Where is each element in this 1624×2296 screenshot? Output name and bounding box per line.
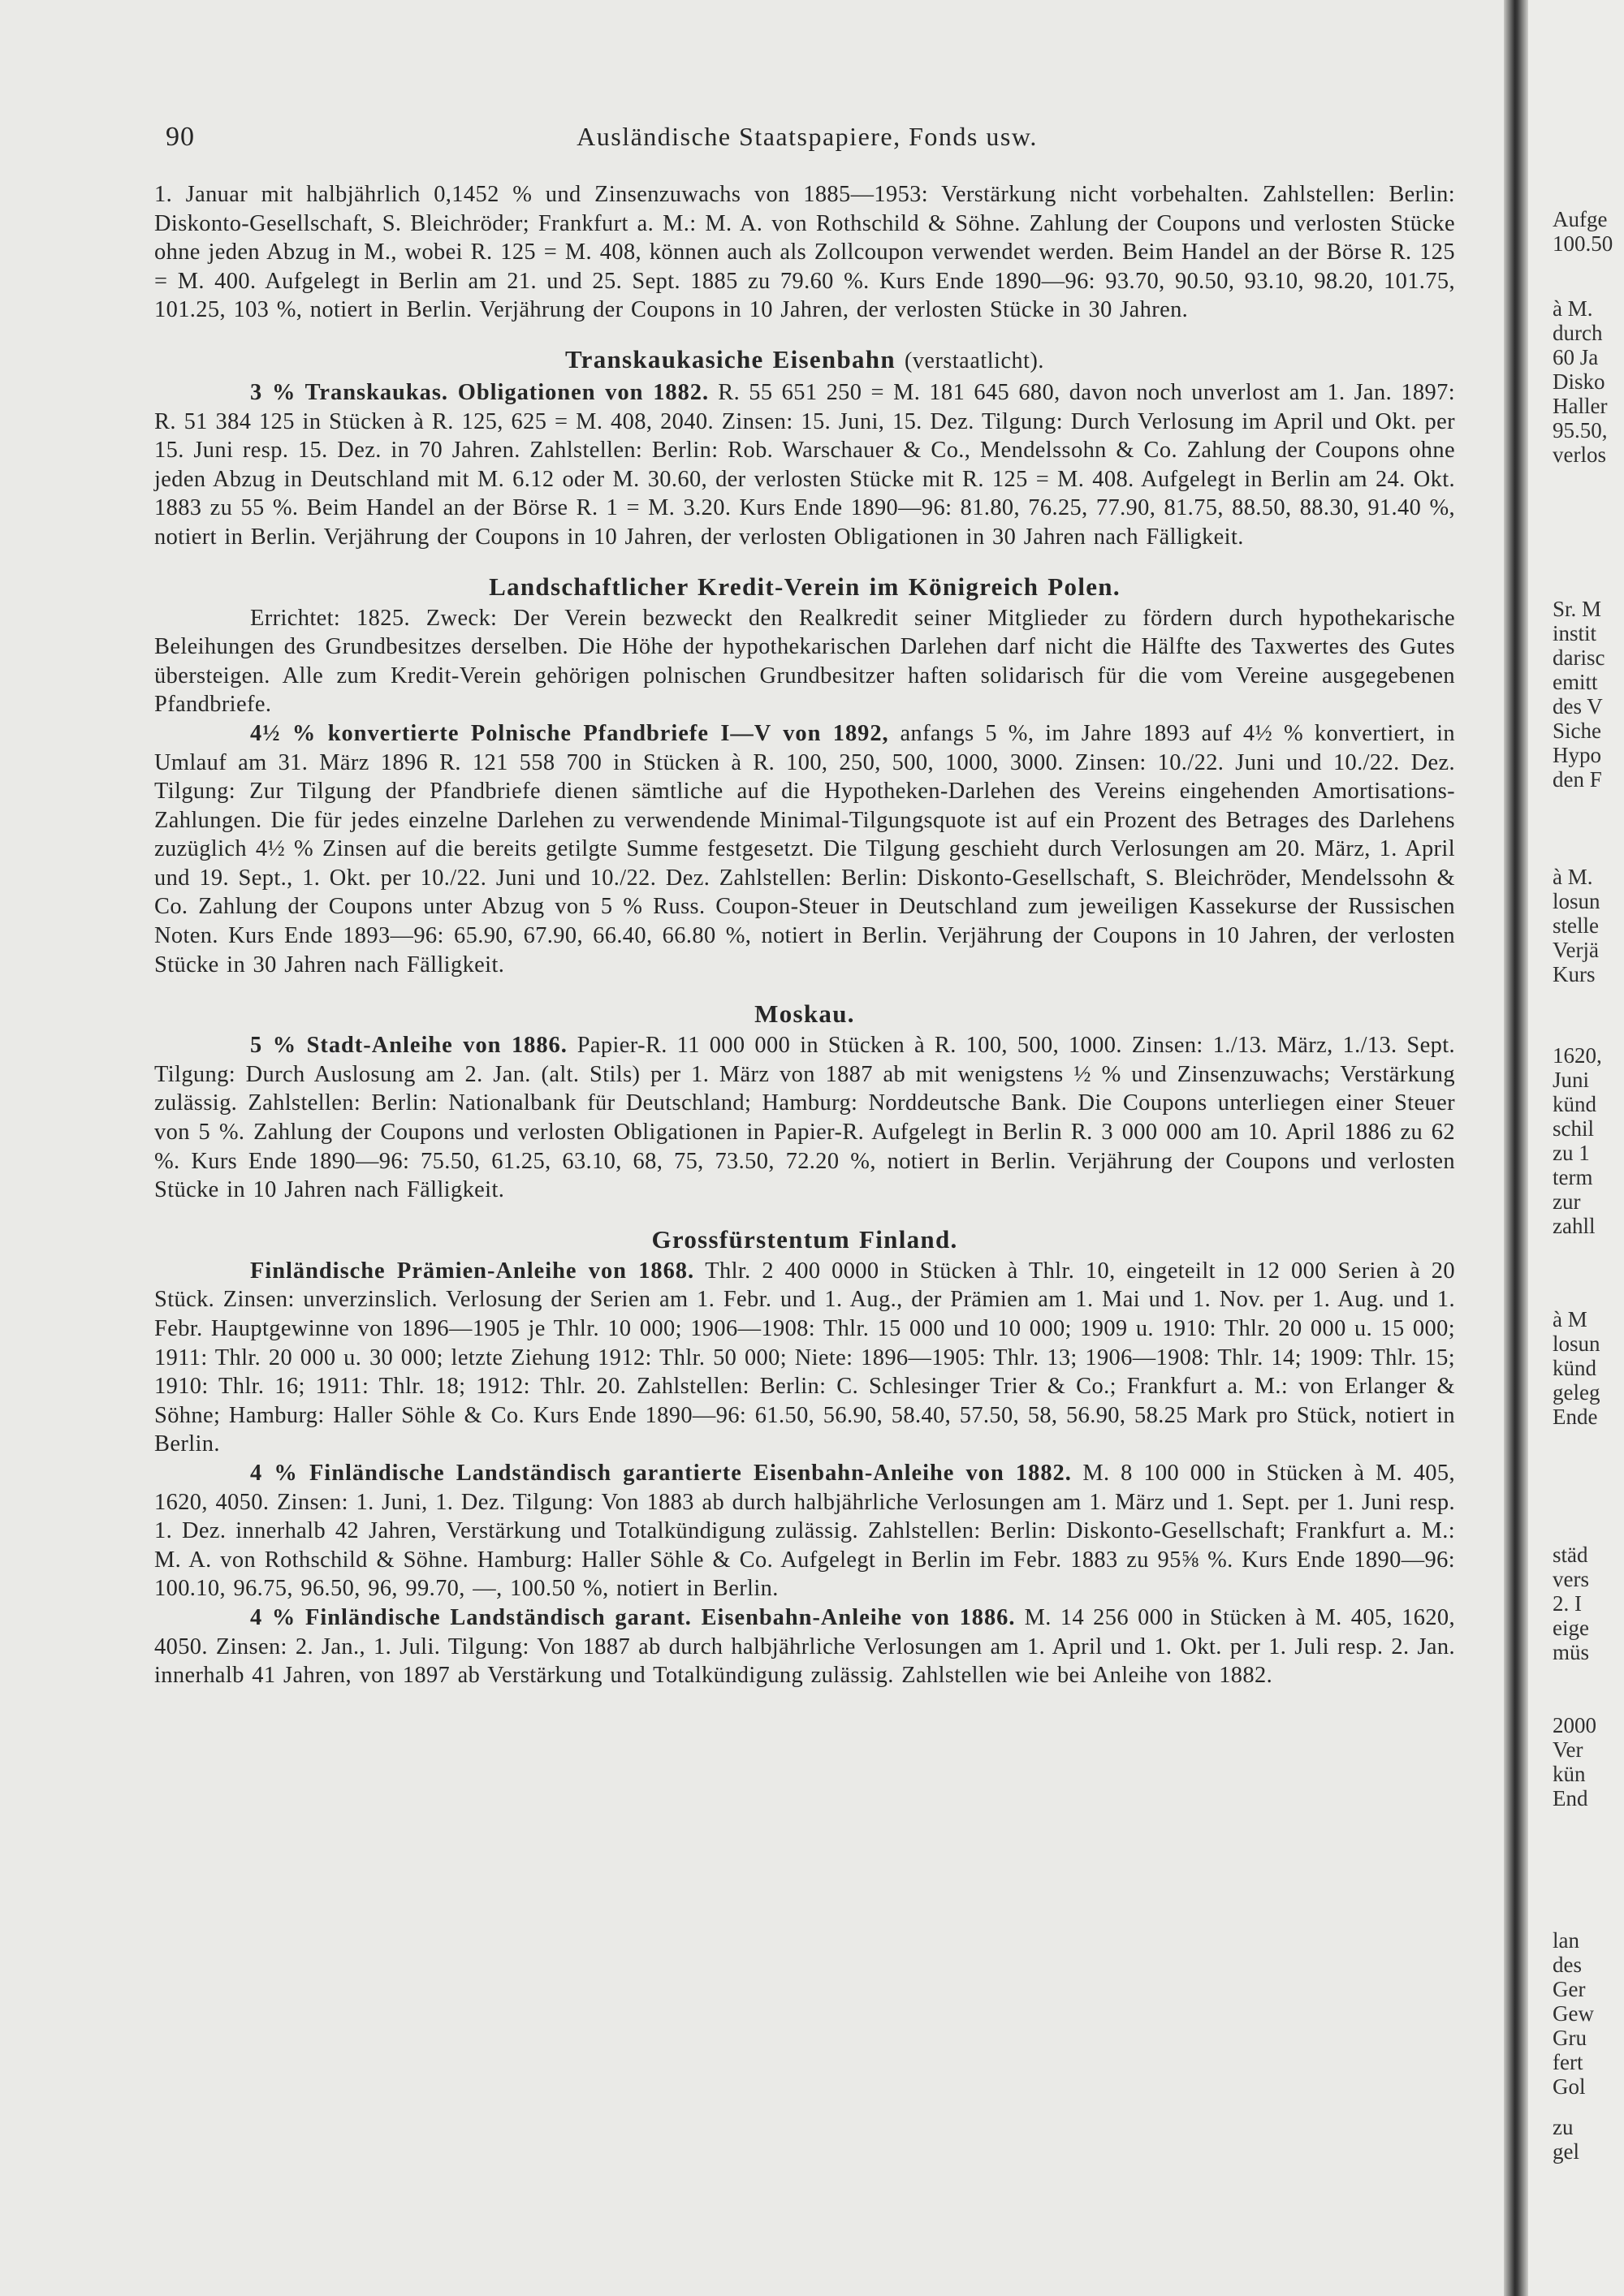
adjacent-page-fragment: 60 Ja [1553, 345, 1599, 369]
adjacent-page-fragment: Sr. M [1553, 597, 1602, 621]
heading-note: (verstaatlicht). [904, 347, 1045, 373]
adjacent-page-fragment: zahll [1553, 1214, 1596, 1238]
adjacent-page-fragment: Disko [1553, 369, 1605, 394]
adjacent-page-fragment: Ger [1553, 1977, 1586, 2001]
adjacent-page-fragment: zur [1553, 1189, 1581, 1214]
entry-text: M. 14 256 000 in Stücken à M. 405, 1620, 4050. Zinsen: 2. Jan., 1. Juli. Tilgung: Von 1887 ab durch halbjährliche Verlosungen am 1. April und 1. Okt. per 1. Juli resp. 2. Jan. innerhalb 41 Jahren, von 1897 ab Verstärkung und Totalkündigung zulässig. Zahlstellen wie bei Anleihe von 1882. [154, 1604, 1456, 1689]
adjacent-page-fragment: städ [1553, 1543, 1588, 1567]
adjacent-page-fragment: Gol [1553, 2074, 1586, 2099]
entry-title: 4 % Finländische Landständisch garantierte Eisenbahn-Anleihe von 1882. [250, 1460, 1072, 1486]
entry-text: R. 55 651 250 = M. 181 645 680, davon noch unverlost am 1. Jan. 1897: R. 51 384 125 in Stücken à R. 125, 625 = M. 408, 2040. Zinsen: 15. Juni, 15. Dez. Tilgung: Durch Verlosung im April und Okt. per 15. Juni resp. 15. Dez. in 70 Jahren. Zahlstellen: Berlin: Rob. Warschauer & Co., Mendelssohn & Co. Zahlung der Coupons ohne jeden Abzug in Deutschland mit M. 6.12 oder M. 30.60, der verlosten Stücke mit R. 125 = M. 408. Aufgelegt in Berlin am 24. Okt. 1883 zu 55 %. Beim Handel an der Börse R. 1 = M. 3.20. Kurs Ende 1890—96: 81.80, 76.25, 77.90, 81.75, 88.50, 88.30, 91.40 %, notiert in Berlin. Verjährung der Coupons in 10 Jahren, der verlosten Obligationen in 30 Jahren nach Fälligkeit. [154, 379, 1455, 550]
adjacent-page-fragment: à M [1553, 1307, 1587, 1331]
page-header [161, 122, 1453, 154]
adjacent-page-fragment: 2000 [1553, 1713, 1596, 1737]
adjacent-page-fragment: losun [1553, 1331, 1600, 1356]
section-heading-transkaukasische [154, 344, 1455, 377]
adjacent-page-fragment: term [1553, 1165, 1593, 1189]
adjacent-page-fragment: gel [1553, 2139, 1579, 2164]
adjacent-page-fragment: 95.50, [1553, 418, 1608, 442]
adjacent-page-fragment: darisc [1553, 645, 1605, 670]
adjacent-page-fragment: künd [1553, 1092, 1596, 1116]
adjacent-page-fragment: geleg [1553, 1380, 1600, 1405]
adjacent-page-fragment: Hypo [1553, 743, 1601, 767]
adjacent-page-fragment: durch [1553, 321, 1603, 345]
adjacent-page-fragment: stelle [1553, 913, 1599, 938]
adjacent-page-fragment: Siche [1553, 719, 1601, 743]
heading-text: Transkaukasiche Eisenbahn [564, 344, 896, 373]
adjacent-page-fragment: emitt [1553, 670, 1598, 694]
entry-polnische-pfandbriefe [154, 719, 1455, 979]
adjacent-page-fragment: zu 1 [1553, 1141, 1590, 1165]
adjacent-page-fragment: des V [1553, 694, 1603, 719]
adjacent-page-fragment: Gru [1553, 2026, 1587, 2050]
adjacent-page-fragment: den F [1553, 767, 1602, 792]
entry-title: 3 % Transkaukas. Obligationen von 1882. [250, 379, 710, 405]
adjacent-page-fragment: künd [1553, 1356, 1596, 1380]
adjacent-page-strip [1528, 0, 1624, 2296]
entry-text: Thlr. 2 400 0000 in Stücken à Thlr. 10, eingeteilt in 12 000 Serien à 20 Stück. Zinsen: unverzinslich. Verlosung der Serien am 1. Febr. und 1. Aug., der Prämien am 1. Mai und 1. Nov. per 1. Aug. und 1. Febr. Hauptgewinne von 1896—1905 je Thlr. 10 000; 1906—1908: Thlr. 15 000 und 10 000; 1909 u. 1910: Thlr. 20 000 u. 15 000; 1911: Thlr. 20 000 u. 30 000; letzte Ziehung 1912: Thlr. 50 000; Niete: 1896—1905: Thlr. 13; 1906—1908: Thlr. 14; 1909: Thlr. 15; 1910: Thlr. 16; 1911: Thlr. 18; 1912: Thlr. 20. Zahlstellen: Berlin: C. Schlesinger Trier & Co.; Frankfurt a. M.: von Erlanger & Söhne; Hamburg: Haller Söhle & Co. Kurs Ende 1890—96: 61.50, 56.90, 58.40, 57.50, 58, 56.90, 58.25 Mark pro Stück, notiert in Berlin. [154, 1258, 1455, 1457]
page-number: 90 [166, 122, 195, 152]
adjacent-page-fragment: Juni [1553, 1068, 1590, 1092]
entry-title: 5 % Stadt-Anleihe von 1886. [250, 1033, 568, 1059]
adjacent-page-fragment: End [1553, 1786, 1588, 1810]
entry-title: 4 % Finländische Landständisch garant. Eisenbahn-Anleihe von 1886. [250, 1604, 1016, 1630]
adjacent-page-fragment: à M. [1553, 296, 1593, 321]
page-content [154, 180, 1455, 1690]
adjacent-page-fragment: losun [1553, 889, 1600, 913]
adjacent-page-fragment: zu [1553, 2115, 1574, 2139]
adjacent-page-fragment: 1620, [1553, 1043, 1602, 1068]
entry-title: 4½ % konvertierte Polnische Pfandbriefe I—V von 1892, [250, 720, 889, 746]
adjacent-page-fragment: verlos [1553, 442, 1606, 467]
adjacent-page-fragment: eige [1553, 1616, 1589, 1640]
adjacent-page-fragment: schil [1553, 1116, 1594, 1141]
adjacent-page-fragment: Kurs [1553, 962, 1596, 986]
adjacent-page-fragment: à M. [1553, 865, 1593, 889]
adjacent-page-fragment: 2. I [1553, 1591, 1582, 1616]
entry-text: anfangs 5 %, im Jahre 1893 auf 4½ % konvertiert, in Umlauf am 31. März 1896 R. 121 558 700 in Stücken à R. 100, 250, 500, 1000, 3000. Zinsen: 10./22. Juni und 10./22. Dez. Tilgung: Zur Tilgung der Pfandbriefe dienen sämtliche auf die Hypotheken-Darlehen des Vereins eingehenden Amortisations-Zahlungen. Die für jedes einzelne Darlehen zu verwendende Minimal-Tilgungsquote ist auf ein Prozent des Betrages des Darlehens zuzüglich 4½ % Zinsen auf die bereits getilgte Summe festgesetzt. Die Tilgung geschieht durch Verlosungen am 20. März, 1. April und 19. Sept., 1. Okt. per 10./22. Juni und 10./22. Dez. Zahlstellen: Berlin: Diskonto-Gesellschaft, S. Bleichröder, Mendelssohn & Co. Zahlung der Coupons unter Abzug von 5 % Russ. Coupon-Steuer in Deutschland zum jeweiligen Kassekurse der Russischen Noten. Kurs Ende 1893—96: 65.90, 67.90, 66.40, 66.80 %, notiert in Berlin. Verjährung der Coupons in 10 Jahren, der verlosten Stücke in 30 Jahren nach Fälligkeit. [154, 720, 1455, 978]
entry-text: Papier-R. 11 000 000 in Stücken à R. 100, 500, 1000. Zinsen: 1./13. März, 1./13. Sept. Tilgung: Durch Auslosung am 2. Jan. (alt. Stils) per 1. März von 1887 ab mit wenigstens ½ % und Zinsenzuwachs; Verstärkung zulässig. Zahlstellen: Berlin: Nationalbank für Deutschland; Hamburg: Norddeutsche Bank. Die Coupons unterliegen einer Steuer von 5 %. Zahlung der Coupons und verlosten Obligationen in Papier-R. Aufgelegt in Berlin R. 3 000 000 am 10. April 1886 zu 62 %. Kurs Ende 1890—96: 75.50, 61.25, 63.10, 68, 75, 73.50, 72.20 %, notiert in Berlin. Verjährung der Coupons und verlosten Stücke in 10 Jahren nach Fälligkeit. [154, 1033, 1456, 1203]
entry-text: M. 8 100 000 in Stücken à M. 405, 1620, 4050. Zinsen: 1. Juni, 1. Dez. Tilgung: Von 1883 ab durch halbjährliche Verlosungen am 1. März und 1. Sept. per 1. Juni resp. 1. Dez. innerhalb 42 Jahren, Verstärkung und Totalkündigung zulässig. Zahlstellen: Berlin: Diskonto-Gesellschaft; Frankfurt a. M.: M. A. von Rothschild & Söhne. Hamburg: Haller Söhle & Co. Aufgelegt in Berlin im Febr. 1883 zu 95⅝ %. Kurs Ende 1890—96: 100.10, 96.75, 96.50, 96, 99.70, —, 100.50 %, notiert in Berlin. [154, 1460, 1455, 1602]
entry-finlaendische-praemien-anleihe [154, 1257, 1455, 1459]
entry-finlaendische-eisenbahn-1882 [154, 1459, 1455, 1603]
entry-finlaendische-eisenbahn-1886 [154, 1603, 1455, 1690]
adjacent-page-fragment: Aufge [1553, 207, 1608, 231]
intro-paragraph: 1. Januar mit halbjährlich 0,1452 % und Zinsenzuwachs von 1885—1953: Verstärkung nicht vorbehalten. Zahlstellen: Berlin: Diskonto-Gesellschaft, S. Bleichröder; Frankfurt a. M.: M. A. von Rothschild & Söhne. Zahlung der Coupons und verlosten Stücke ohne jeden Abzug in M., wobei R. 125 = M. 408, können auch als Zollcoupon verwendet werden. Beim Handel an der Börse R. 125 = M. 400. Aufgelegt in Berlin am 21. und 25. Sept. 1885 zu 79.60 %. Kurs Ende 1890—96: 93.70, 90.50, 93.10, 98.20, 101.75, 101.25, 103 %, notiert in Berlin. Verjährung der Coupons in 10 Jahren, der verlosten Stücke in 30 Jahren. [154, 182, 1455, 323]
adjacent-page-fragment: des [1553, 1953, 1582, 1977]
landschaftlicher-description: Errichtet: 1825. Zweck: Der Verein bezweckt den Realkredit seiner Mitglieder zu fördern durch hypothekarische Beleihungen des Grundbesitzes derselben. Die Höhe der hypothekarischen Darlehen darf nicht die Hälfte des Taxwertes des Gutes übersteigen. Alle zum Kredit-Verein gehörigen polnischen Grundbesitzer haften solidarisch für die vom Vereine ausgegebenen Pfandbriefe. [154, 605, 1455, 718]
book-gutter [1504, 0, 1528, 2296]
adjacent-page-fragment: 100.50 [1553, 231, 1613, 256]
adjacent-page-fragment: Ende [1553, 1405, 1598, 1429]
adjacent-page-fragment: instit [1553, 621, 1597, 645]
adjacent-page-fragment: kün [1553, 1762, 1586, 1786]
adjacent-page-fragment: lan [1553, 1928, 1579, 1953]
section-heading-landschaftlicher: Landschaftlicher Kredit-Verein im Königreich Polen. [489, 572, 1121, 601]
adjacent-page-fragment: Gew [1553, 2001, 1594, 2026]
entry-transkaukas-obligationen [154, 378, 1455, 552]
adjacent-page-fragment: Haller [1553, 394, 1608, 418]
adjacent-page-fragment: vers [1553, 1567, 1589, 1591]
entry-title: Finländische Prämien-Anleihe von 1868. [250, 1258, 695, 1284]
adjacent-page-fragment: Ver [1553, 1737, 1583, 1762]
section-heading-finnland: Grossfürstentum Finland. [651, 1224, 958, 1254]
section-heading-moskau: Moskau. [754, 999, 855, 1029]
entry-moskau-stadt-anleihe [154, 1031, 1455, 1205]
running-title: Ausländische Staatspapiere, Fonds usw. [577, 122, 1038, 151]
adjacent-page-fragment: Verjä [1553, 938, 1599, 962]
adjacent-page-fragment: müs [1553, 1640, 1590, 1664]
adjacent-page-fragment: fert [1553, 2050, 1583, 2074]
